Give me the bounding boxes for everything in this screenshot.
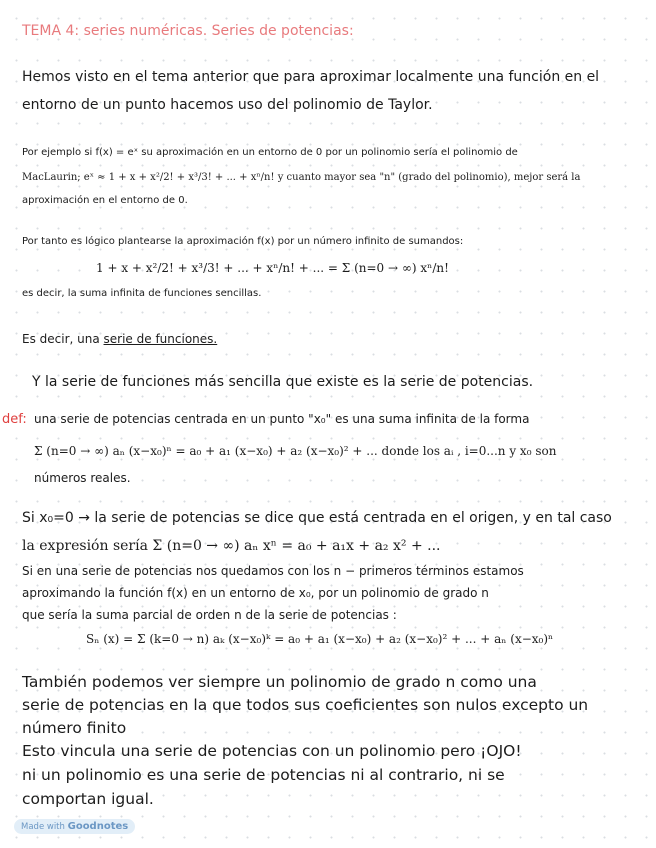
power-series-statement: Y la serie de funciones más sencilla que existe es la serie de potencias. (32, 374, 534, 390)
series-of-functions-term: serie de funciones. (103, 332, 218, 346)
definition-tag: def: (2, 412, 27, 427)
definition-line-1: una serie de potencias centrada en un punto "x₀" es una suma infinita de la forma (34, 412, 530, 426)
closing-line-5: ni un polinomio es una serie de potencias ni al contrario, ni se (22, 766, 505, 784)
definition-line-3: números reales. (34, 471, 131, 485)
series-of-functions-line (22, 333, 217, 345)
closing-line-4: Esto vincula una serie de potencias con un polinomio pero ¡OJO! (22, 742, 522, 760)
infinite-sum-conclusion: es decir, la suma infinita de funciones sencillas. (22, 288, 262, 299)
intro-line-1: Hemos visto en el tema anterior que para aproximar localmente una función en el (22, 69, 600, 85)
infinite-sum-intro: Por tanto es lógico plantearse la aproximación f(x) por un número infinito de sumandos: (22, 236, 464, 247)
series-of-functions-prefix: Es decir, una (22, 332, 104, 346)
example-line-2: MacLaurin; eˣ ≈ 1 + x + x²/2! + x³/3! + ... + xⁿ/n! y cuanto mayor sea "n" (grado del polinomio), mejor será la (22, 172, 581, 183)
partial-sum-line-1: Si en una serie de potencias nos quedamos con los n − primeros términos estamos (22, 564, 524, 578)
goodnotes-badge (14, 819, 135, 834)
badge-brand: Goodnotes (67, 821, 129, 832)
partial-sum-line-2: aproximando la función f(x) en un entorno de x₀, por un polinomio de grado n (22, 586, 489, 600)
partial-sum-formula: Sₙ (x) = Σ (k=0 → n) aₖ (x−x₀)ᵏ = a₀ + a₁ (x−x₀) + a₂ (x−x₀)² + ... + aₙ (x−x₀)ⁿ (86, 632, 554, 646)
badge-prefix: Made with (21, 822, 65, 832)
closing-line-3: número finito (22, 719, 127, 737)
origin-formula-line: la expresión sería Σ (n=0 → ∞) aₙ xⁿ = a₀ + a₁x + a₂ x² + ... (22, 538, 441, 554)
example-line-1: Por ejemplo si f(x) = eˣ su aproximación en un entorno de 0 por un polinomio sería el polinomio de (22, 147, 518, 158)
closing-line-2: serie de potencias en la que todos sus coeficientes son nulos excepto un (22, 696, 589, 714)
closing-line-6: comportan igual. (22, 790, 154, 808)
page-title: TEMA 4: series numéricas. Series de potencias: (22, 23, 354, 39)
closing-line-1: También podemos ver siempre un polinomio de grado n como una (22, 673, 537, 691)
origin-line-1: Si x₀=0 → la serie de potencias se dice que está centrada en el origen, y en tal caso (22, 510, 612, 526)
intro-line-2: entorno de un punto hacemos uso del polinomio de Taylor. (22, 97, 433, 113)
definition-formula: Σ (n=0 → ∞) aₙ (x−x₀)ⁿ = a₀ + a₁ (x−x₀) + a₂ (x−x₀)² + ... donde los aᵢ , i=0...n y x₀ son (34, 444, 557, 458)
exp-series-formula: 1 + x + x²/2! + x³/3! + ... + xⁿ/n! + ... = Σ (n=0 → ∞) xⁿ/n! (96, 261, 449, 275)
partial-sum-line-3: que sería la suma parcial de orden n de la serie de potencias : (22, 608, 397, 622)
example-line-3: aproximación en el entorno de 0. (22, 195, 188, 206)
